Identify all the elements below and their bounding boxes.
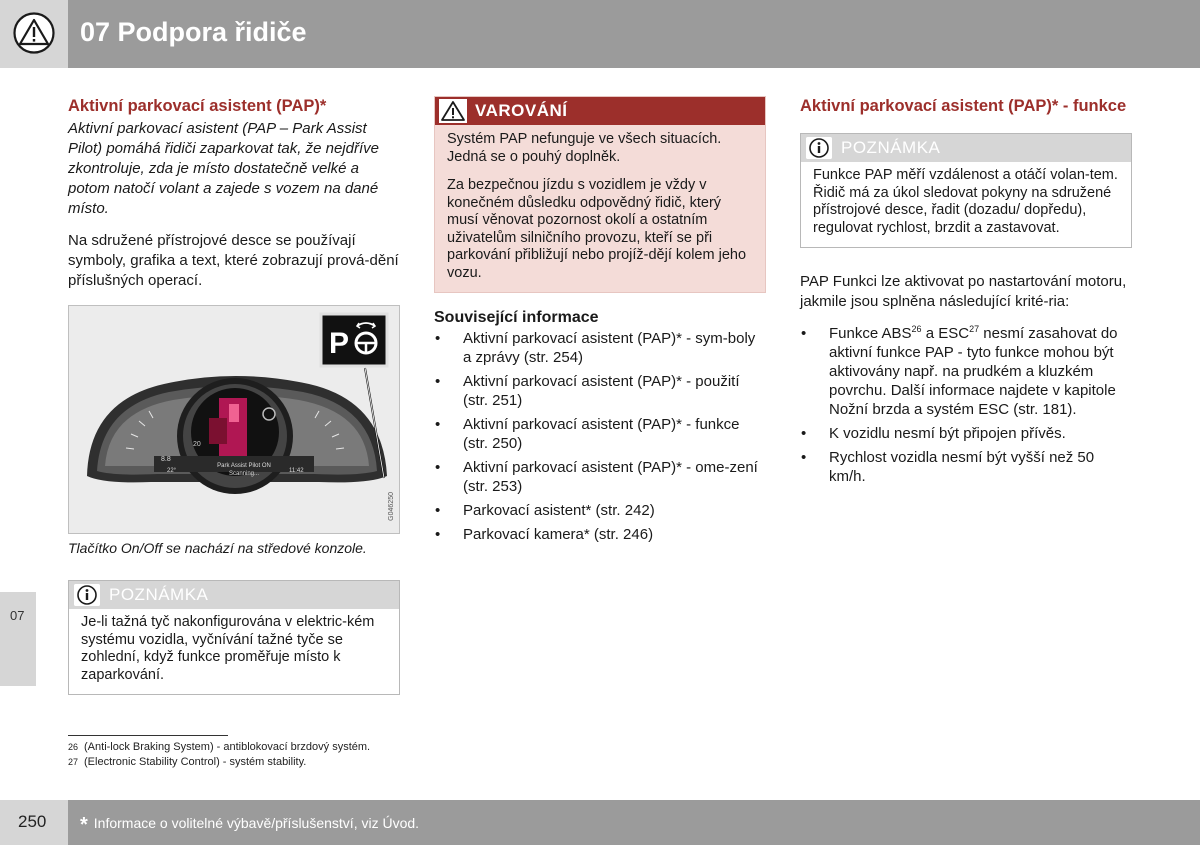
- instrument-cluster-illustration: [69, 306, 400, 534]
- figure-caption: Tlačítko On/Off se nachází na středové konzole.: [68, 540, 367, 556]
- criteria-list: [800, 324, 1132, 486]
- warning-box: [434, 96, 766, 293]
- intro-text: Aktivní parkovací asistent (PAP – Park Assist Pilot) pomáhá řidiči zaparkovat tak, že nejdříve zkontroluje, zda je místo dostatečně velké a potom natočí volant a zajede s vozem na dané místo.: [68, 120, 379, 217]
- note-title: POZNÁMKA: [109, 585, 209, 604]
- header-icon-box: [0, 0, 68, 68]
- page-title: 07 Podpora řidiče: [80, 17, 307, 47]
- footer-bar: [68, 800, 1200, 845]
- display-line-1: Park Assist Pilot ON: [217, 463, 271, 469]
- info-icon: [74, 584, 100, 606]
- header-bar: [68, 0, 1200, 68]
- warning-triangle-icon: [13, 12, 55, 54]
- note-box: [68, 580, 400, 695]
- warning-paragraph-1: Systém PAP nefunguje ve všech situacích. Jedná se o pouhý doplněk.: [447, 131, 722, 165]
- cluster-display-text: [209, 462, 279, 478]
- footnote-divider: [68, 735, 228, 736]
- column-left: [68, 96, 400, 695]
- section-heading: Aktivní parkovací asistent (PAP)*: [68, 97, 327, 115]
- speed-tick-20: 20: [193, 441, 201, 448]
- related-heading: Související informace: [434, 309, 599, 326]
- column-middle: [434, 96, 766, 549]
- related-link-3[interactable]: • Aktivní parkovací asistent (PAP)* - funkce (str. 250): [435, 416, 740, 452]
- info-icon: [806, 137, 832, 159]
- display-line-2: Scanning...: [228, 471, 260, 477]
- footnote-ref-27[interactable]: 27: [969, 324, 980, 334]
- section-heading-function: Aktivní parkovací asistent (PAP)* - funkce: [800, 97, 1127, 115]
- warning-icon: [439, 99, 467, 123]
- related-link-1[interactable]: • Aktivní parkovací asistent (PAP)* - sym-boly a zprávy (str. 254): [435, 330, 756, 366]
- figure-code: G046250: [388, 492, 395, 521]
- footnote-27: 27 (Electronic Stability Control) - systém stability.: [68, 756, 307, 768]
- page-number-box: [0, 800, 68, 845]
- note-text: Funkce PAP měří vzdálenost a otáčí volan-tem. Řidič má za úkol sledovat pokyny na sdružené přístrojové desce, řadit (dozadu/ dopředu), regulovat rychlost, brzdit a zastavovat.: [813, 167, 1118, 236]
- related-link-2[interactable]: • Aktivní parkovací asistent (PAP)* - použití (str. 251): [435, 373, 740, 409]
- time-readout: 11:42: [289, 468, 304, 474]
- body-paragraph: Na sdružené přístrojové desce se používají symboly, grafika a text, které zobrazují prová-dění příslušných operací.: [68, 232, 399, 289]
- odo-readout: 8.8: [161, 456, 171, 463]
- criteria-intro: PAP Funkci lze aktivovat po nastartování motoru, jakmile jsou splněna následující krité-ria:: [800, 273, 1127, 310]
- star-symbol: *: [80, 814, 88, 836]
- warning-body: [435, 125, 765, 292]
- note-text: Je-li tažná tyč nakonfigurována v elektric-kém systému vozidla, vyčnívání tažné tyče se zohlední, když funkce proměřuje místo k zaparkování.: [81, 614, 375, 683]
- related-list: [434, 329, 766, 544]
- warning-title: VAROVÁNÍ: [475, 101, 568, 120]
- page-number: 250: [18, 812, 47, 831]
- note-header: [69, 581, 399, 609]
- criteria-item: • Funkce ABS$^{26}$ a ESC$^{27}$ nesmí zasahovat do aktivní funkce PAP - tyto funkce mohou být aktivovány např. na prudkém a kluzkém povrchu. Další informace najdete v kapitole Nožní brzda a systém ESC (str. 181).: [801, 324, 1118, 418]
- criteria-item: • Rychlost vozidla nesmí být vyšší než 50 km/h.: [801, 449, 1095, 485]
- warning-header: [435, 97, 765, 125]
- chapter-tab-label: 07: [10, 608, 25, 623]
- related-link-4[interactable]: • Aktivní parkovací asistent (PAP)* - ome-zení (str. 253): [435, 459, 758, 495]
- chapter-tab: [0, 592, 36, 686]
- column-right: [800, 96, 1132, 491]
- footnote-ref-26[interactable]: 26: [911, 324, 922, 334]
- footer-note: * Informace o volitelné výbavě/příslušenství, viz Úvod.: [80, 814, 420, 836]
- instrument-cluster-figure: [68, 305, 400, 534]
- related-link-5[interactable]: • Parkovací asistent* (str. 242): [435, 502, 655, 519]
- temp-readout: 22°: [167, 468, 177, 474]
- note-header: [801, 134, 1131, 162]
- criteria-item: • K vozidlu nesmí být připojen přívěs.: [801, 425, 1066, 442]
- note-box-function: [800, 133, 1132, 248]
- note-title: POZNÁMKA: [841, 138, 941, 157]
- footnote-26: 26 (Anti-lock Braking System) - antiblokovací brzdový systém.: [68, 741, 371, 753]
- related-link-6[interactable]: • Parkovací kamera* (str. 246): [435, 526, 654, 543]
- svg-text:P: P: [329, 327, 350, 360]
- warning-paragraph-2: Za bezpečnou jízdu s vozidlem je vždy v konečném důsledku odpovědný řidič, který musí věnovat pozornost okolí a ostatním uživatelům silničního provozu, kteří se při parkování přibližují nebo projíž-dějí kolem jeho vozu.: [447, 177, 747, 281]
